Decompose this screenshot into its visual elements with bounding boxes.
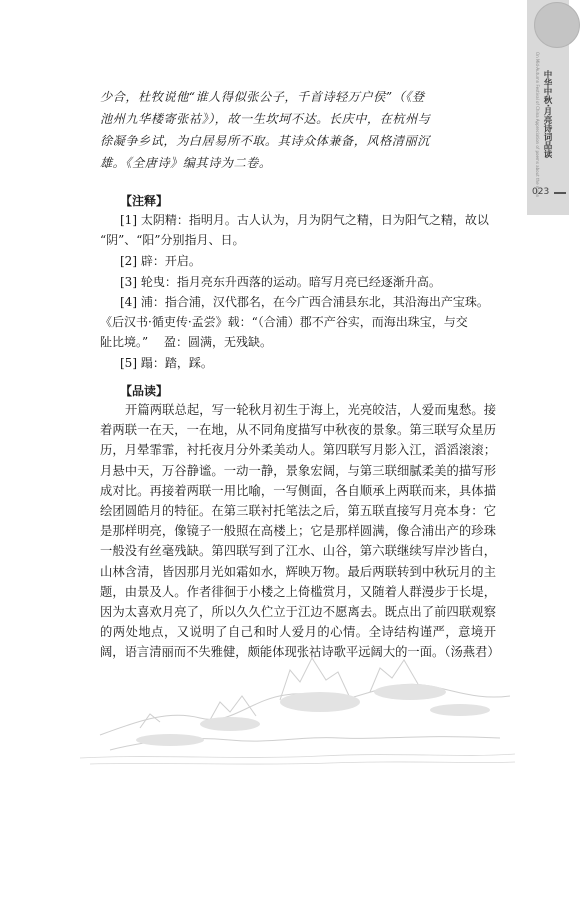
reading-heading: 【品读】 xyxy=(120,384,169,398)
page-number: 023 xyxy=(532,187,550,197)
reading-text: 开篇两联总起，写一轮秋月初生于海上，光亮皎洁，人爱而鬼愁。接着两联一在天，一在地，从不同角度描写中秋夜的景象。第三联写众星历历，月晕霏霏，衬托夜月分外柔美动人。第四联写月影入江，滔滔滚滚；月悬中天，万谷静谧。一动一静，景象宏阔，与第三联细腻柔美的描写形成对比。再接着两联一用比喻，一写侧面，各自顺承上两联而来，具体描绘团圆皓月的特征。在第三联衬托笔法之后，第五联直接写月亮本身：它是那样明亮，像镜子一般照在高楼上；它是那样圆满，像合浦出产的珍珠一般没有丝毫残缺。第四联写到了江水、山谷，第六联继续写岸沙皆白，山林含清，皆因那月光如霜如水，辉映万物。最后两联转到中秋玩月的主题，由景及人。作者徘徊于小楼之上倚槛赏月，又随着人群漫步于长堤，因为太喜欢月亮了，所以久久伫立于江边不愿离去。既点出了前四联观察的两处地点，又说明了自己和时人爱月的心情。全诗结构谨严，意境开阔，语言清丽而不失雅健，颇能体现张祜诗歌平远阔大的一面。（汤燕君） xyxy=(100,403,500,660)
landscape-illustration xyxy=(80,640,515,770)
notes-heading: 【注释】 xyxy=(120,194,169,208)
note-4-cont: 《后汉书·循吏传·孟尝》载：“（合浦）郡不产谷实，而海出珠宝，与交 xyxy=(100,315,468,329)
moon-emblem-icon xyxy=(534,2,580,48)
note-1-cont: “阴”、“阳”分别指月、日。 xyxy=(100,233,245,247)
page-number-dash xyxy=(554,192,566,194)
note-4: [4] 浦：指合浦，汉代郡名，在今广西合浦县东北，其沿海出产宝珠。 xyxy=(120,295,489,309)
note-1: [1] 太阴精：指明月。古人认为，月为阴气之精，日为阳气之精，故以 xyxy=(120,213,489,227)
note-4-cont-2: 阯比境。” 盈：圆满，无残缺。 xyxy=(100,335,272,349)
note-5: [5] 蹋：踏，踩。 xyxy=(120,356,213,370)
biography-line-4: 雄。《全唐诗》编其诗为二卷。 xyxy=(100,156,272,170)
biography-line-3: 徐凝争乡试，为白居易所不取。其诗众体兼备，风格清丽沉 xyxy=(100,134,430,148)
note-3: [3] 轮曳：指月亮东升西落的运动。暗写月亮已经逐渐升高。 xyxy=(120,275,441,289)
biography-line-1: 少合，杜牧说他“谁人得似张公子，千首诗轻万户侯”（《登 xyxy=(100,90,425,104)
note-2: [2] 辟：开启。 xyxy=(120,254,201,268)
side-book-title: 中华中秋·月亮诗词品读 xyxy=(542,70,552,159)
biography-line-2: 池州九华楼寄张祜》），故一生坎坷不达。长庆中，在杭州与 xyxy=(100,112,431,126)
side-english-caption: On Mid-Autumn Festival of China Appreciation of poems about the moon xyxy=(535,52,540,198)
